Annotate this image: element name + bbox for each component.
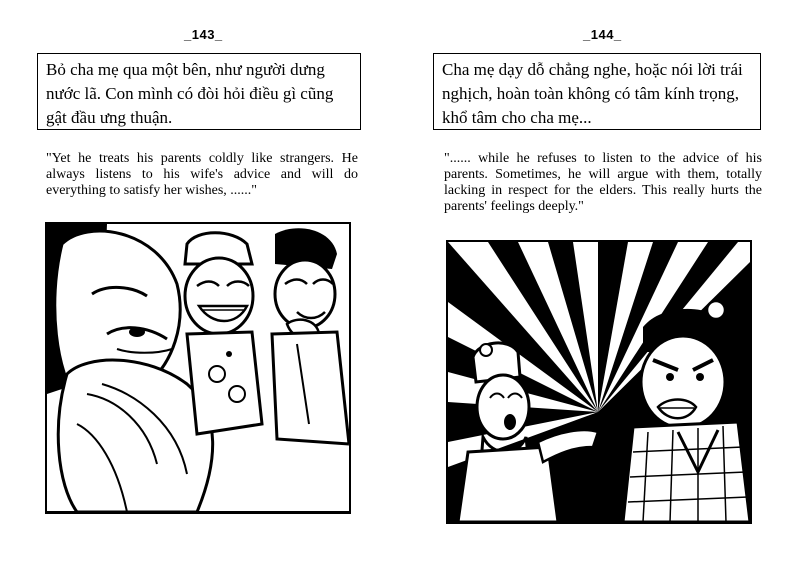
- illustration-argument: [448, 242, 750, 522]
- page-number: _143_: [184, 27, 223, 42]
- illustration-father-son-wife: [47, 224, 349, 512]
- vietnamese-caption-box: Bỏ cha mẹ qua một bên, như người dưng nước lã. Con mình có đòi hỏi điều gì cũng gật đầu ưng thuận.: [37, 53, 361, 130]
- english-caption: "...... while he refuses to listen to the advice of his parents. Sometimes, he will argue with them, totally lacking in respect for the elders. This really hurts the parents' feelings deeply.": [444, 151, 762, 214]
- vietnamese-caption-box: Cha mẹ dạy dỗ chẳng nghe, hoặc nói lời trái nghịch, hoàn toàn không có tâm kính trọng, khổ tâm cho cha mẹ...: [433, 53, 761, 130]
- english-caption: "Yet he treats his parents coldly like strangers. He always listens to his wife's advice and will do everything to satisfy her wishes, ......": [46, 151, 358, 198]
- comic-illustration: [446, 240, 752, 524]
- right-page: [400, 0, 800, 566]
- page-number: _144_: [583, 27, 622, 42]
- comic-illustration: [45, 222, 351, 514]
